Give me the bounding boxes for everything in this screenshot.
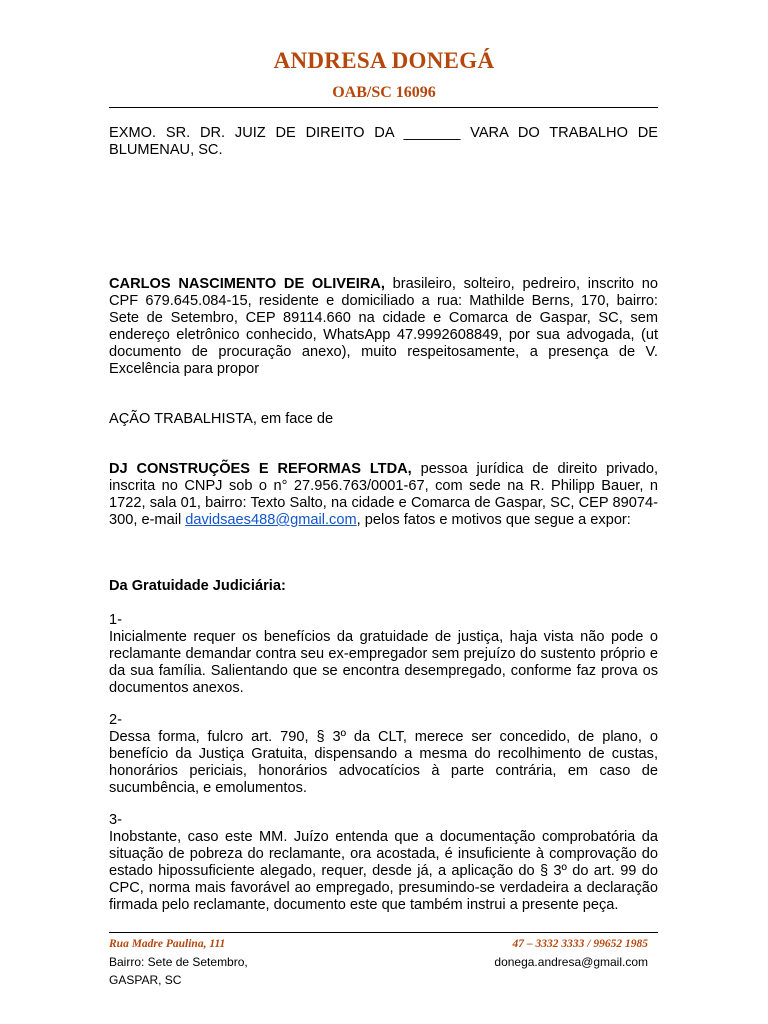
item-1: [109, 612, 658, 697]
footer-city: GASPAR, SC: [109, 973, 182, 987]
item-text: Dessa forma, fulcro art. 790, § 3º da CLT, merece ser concedido, de plano, o benefício da Justiça Gratuita, dispensando a mesma do recolhimento de custas, honorários periciais, honorários advocatícios à parte contrária, em caso de sucumbência, e emolumentos.: [109, 729, 658, 796]
footer-contact: [494, 935, 648, 971]
defendant-paragraph: [109, 461, 658, 529]
item-number: 3-: [109, 812, 122, 828]
letterhead-name: ANDRESA DONEGÁ: [273, 48, 495, 73]
item-number: 2-: [109, 712, 122, 728]
section-title-text: Da Gratuidade Judiciária:: [109, 578, 286, 594]
footer-district: Bairro: Sete de Setembro,: [109, 955, 248, 969]
defendant-name: DJ CONSTRUÇÕES E REFORMAS LTDA,: [109, 461, 412, 477]
footer-divider: [109, 932, 658, 933]
header-divider: [109, 107, 658, 108]
plaintiff-paragraph: [109, 276, 658, 378]
section-title: [109, 578, 658, 595]
plaintiff-name: CARLOS NASCIMENTO DE OLIVEIRA,: [109, 276, 385, 292]
defendant-email-link[interactable]: davidsaes488@gmail.com: [185, 512, 357, 528]
defendant-details: pessoa jurídica de direito privado, inscrita no CNPJ sob o n° 27.956.763/0001-67, com sede na R. Philipp Bauer, n 1722, sala 01, bairro: Texto Salto, na cidade e Comarca de Gaspar, SC, CEP 89074-300, e-mail: [109, 461, 658, 528]
footer-address: [109, 935, 248, 989]
footer-street: Rua Madre Paulina, 111: [109, 938, 226, 950]
addressee: EXMO. SR. DR. JUIZ DE DIREITO DA _______ VARA DO TRABALHO DE BLUMENAU, SC.: [109, 125, 658, 158]
plaintiff-details: brasileiro, solteiro, pedreiro, inscrito no CPF 679.645.084-15, residente e domiciliado a rua: Mathilde Berns, 170, bairro: Sete de Setembro, CEP 89114.660 na cidade e Comarca de Gaspar, SC, sem endereço eletrônico conhecido, WhatsApp 47.9992608849, por sua advogada, (ut documento de procuração anexo), muito respeitosamente, a presença de V. Excelência para propor: [109, 276, 658, 377]
action-line: AÇÃO TRABALHISTA, em face de: [109, 411, 334, 427]
item-text: Inicialmente requer os benefícios da gratuidade de justiça, haja vista não pode o reclamante demandar contra seu ex-empregador sem prejuízo do sustento próprio e da sua família. Salientando que se encontra desempregado, conforme faz prova os documentos anexos.: [109, 629, 658, 696]
footer-phones: 47 – 3332 3333 / 99652 1985: [512, 938, 648, 950]
defendant-details-end: , pelos fatos e motivos que segue a expor:: [356, 512, 631, 528]
footer-email: donega.andresa@gmail.com: [494, 955, 648, 969]
item-number: 1-: [109, 612, 122, 628]
item-3: [109, 812, 658, 914]
item-text: Inobstante, caso este MM. Juízo entenda que a documentação comprobatória da situação de pobreza do reclamante, ora acostada, é insuficiente à comprovação do estado hipossuficiente alegado, requer, desde já, a aplicação do § 3º do art. 99 do CPC, norma mais favorável ao empregado, presumindo-se verdadeira a declaração firmada pelo reclamante, documento este que também instrui a presente peça.: [109, 829, 658, 913]
letterhead-oab: OAB/SC 16096: [332, 84, 436, 101]
item-2: [109, 712, 658, 797]
